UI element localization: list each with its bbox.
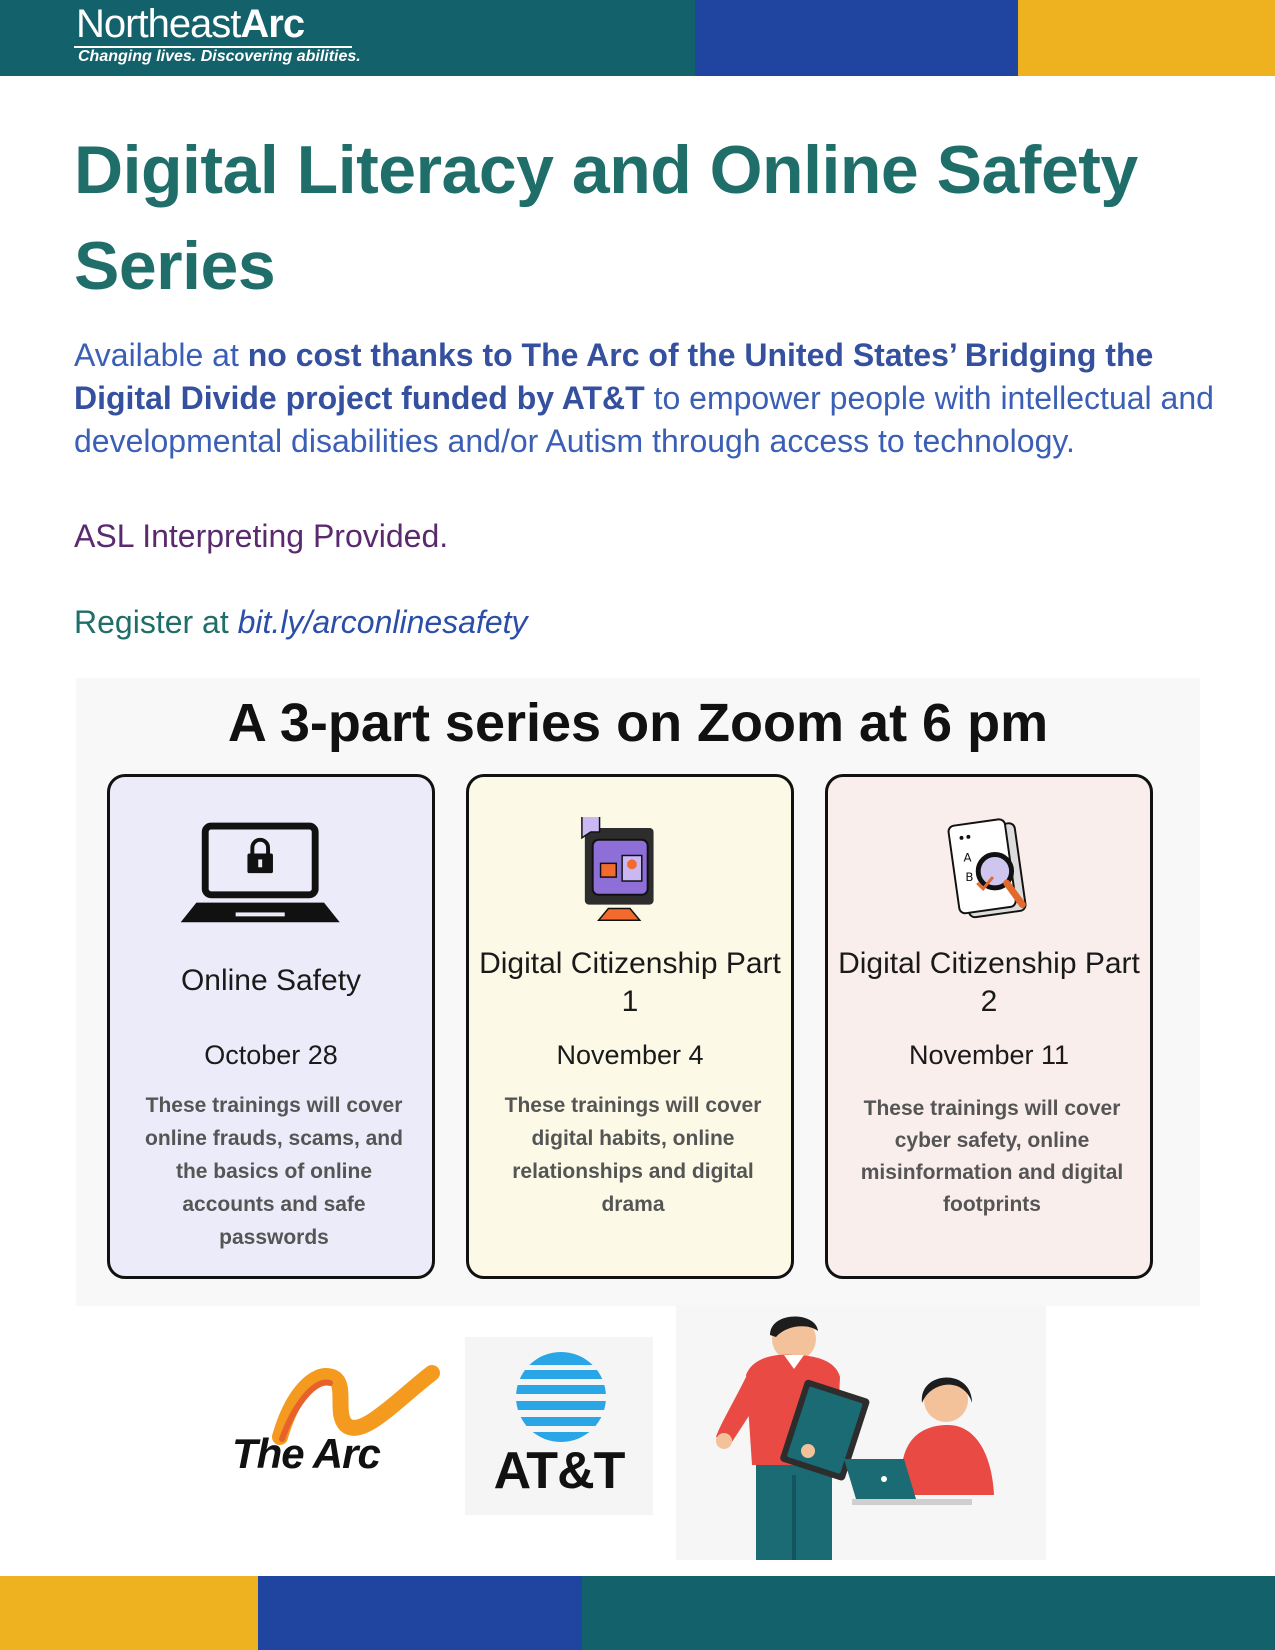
att-logo-text: AT&T xyxy=(493,1442,625,1500)
session-date: November 11 xyxy=(908,1040,1070,1070)
session-date: October 28 xyxy=(204,1040,338,1070)
northeast-arc-logo: NortheastArc xyxy=(76,2,305,46)
session-date: November 4 xyxy=(556,1040,704,1070)
session-card-citizenship-1 xyxy=(466,774,794,1279)
svg-text:A: A xyxy=(963,850,972,865)
header-teal-segment xyxy=(0,0,695,76)
intro-highlight: no cost thanks to The Arc of the United States’ Bridging the Digital Divide project funded by AT&T xyxy=(74,337,1154,416)
quiz-magnifier-icon xyxy=(828,817,1150,947)
header-bar xyxy=(0,0,1275,76)
session-name: Digital Citizenship Part 1 xyxy=(479,947,781,1018)
session-card-online-safety xyxy=(107,774,435,1279)
svg-text:B: B xyxy=(965,870,974,885)
header-blue-segment xyxy=(695,0,1018,76)
session-description: These trainings will cover digital habits, online relationships and digital drama xyxy=(504,1094,762,1216)
footer-gold-segment xyxy=(0,1576,258,1650)
monitor-profile-icon xyxy=(469,817,791,947)
session-card-citizenship-2 xyxy=(825,774,1153,1279)
footer-teal-segment xyxy=(582,1576,1275,1650)
series-panel xyxy=(76,678,1200,1306)
att-logo xyxy=(465,1337,653,1515)
people-with-devices-illustration xyxy=(676,1305,1046,1560)
header-gold-segment xyxy=(1018,0,1275,76)
series-heading: A 3-part series on Zoom at 6 pm xyxy=(227,693,1049,753)
session-name: Online Safety xyxy=(180,964,362,997)
asl-notice: ASL Interpreting Provided. xyxy=(74,518,449,554)
footer-blue-segment xyxy=(258,1576,582,1650)
session-description: These trainings will cover online frauds, scams, and the basics of online accounts and safe passwords xyxy=(145,1094,403,1249)
page-title: Digital Literacy and Online Safety Series xyxy=(74,132,1138,304)
footer-bar xyxy=(0,1576,1275,1650)
laptop-lock-icon xyxy=(110,817,432,947)
session-description: These trainings will cover cyber safety, online misinformation and digital footprints xyxy=(860,1097,1124,1216)
intro-paragraph: Available at no cost thanks to The Arc of the United States’ Bridging the Digital Divide project funded by AT&T to empower people with intellectual and developmental disabilities and/or Autism through access to technology. xyxy=(74,337,1214,459)
register-line: Register at bit.ly/arconlinesafety xyxy=(74,604,528,640)
logo-tagline: Changing lives. Discovering abilities. xyxy=(78,48,361,65)
the-arc-logo-text: The Arc xyxy=(232,1430,380,1477)
session-name: Digital Citizenship Part 2 xyxy=(838,947,1140,1018)
register-link[interactable]: bit.ly/arconlinesafety xyxy=(237,604,528,640)
